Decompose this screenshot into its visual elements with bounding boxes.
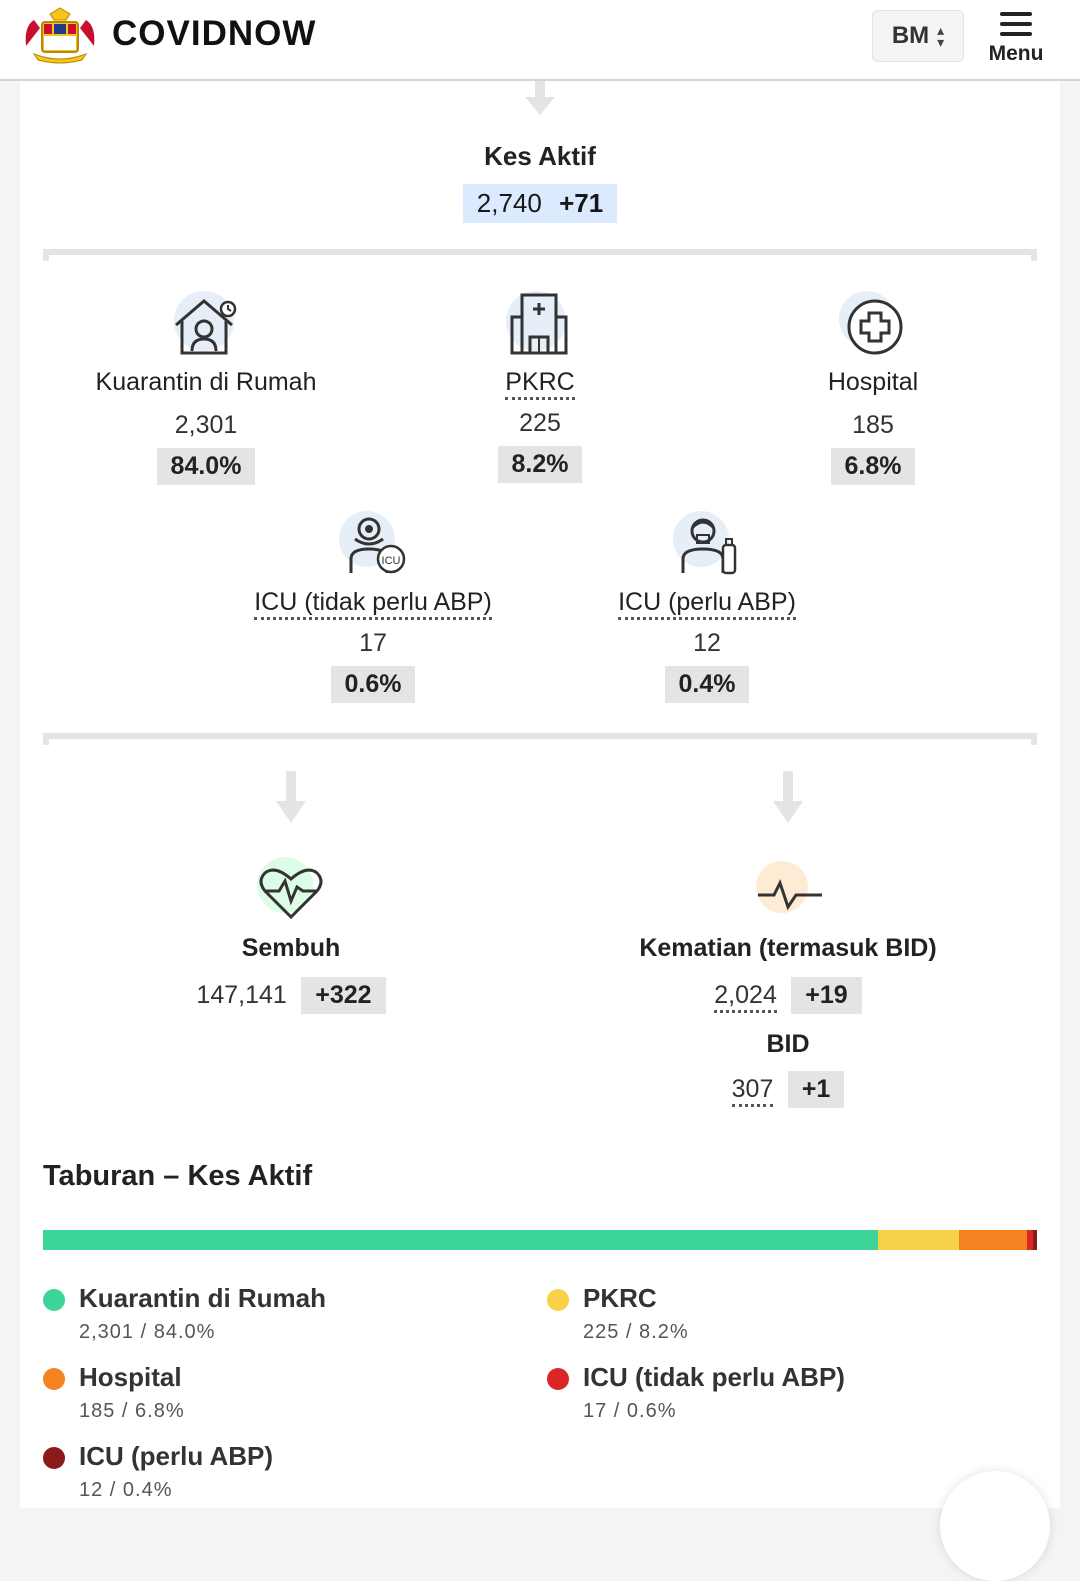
menu-label: Menu <box>988 42 1044 65</box>
legend-name: Kuarantin di Rumah <box>79 1283 327 1313</box>
arrow-down-icon <box>525 81 555 117</box>
divider <box>43 733 1037 739</box>
category-value: 225 <box>519 409 561 437</box>
bar-segment-home-quarantine[interactable] <box>43 1230 878 1250</box>
bar-segment-pkrc[interactable] <box>878 1230 960 1250</box>
category-label: Kuarantin di Rumah <box>95 368 317 396</box>
language-selector[interactable] <box>872 10 964 62</box>
active-cases-delta: +71 <box>559 188 604 218</box>
bid-label: BID <box>766 1030 810 1058</box>
category-value: 17 <box>359 629 387 657</box>
app-title[interactable]: COVIDNOW <box>112 14 317 53</box>
legend-value: 12 / 0.4% <box>79 1479 173 1501</box>
bid-value[interactable]: 307 <box>732 1075 774 1107</box>
recovered-delta: +322 <box>301 977 385 1014</box>
bar-segment-hospital[interactable] <box>959 1230 1027 1250</box>
deaths-value[interactable]: 2,024 <box>714 981 777 1013</box>
category-icu-ventilator <box>557 509 857 703</box>
legend-dot <box>43 1289 65 1311</box>
malaysia-coat-of-arms-icon[interactable] <box>20 6 100 66</box>
top-bar <box>0 0 1080 81</box>
category-label: Hospital <box>827 368 919 396</box>
ventilator-patient-icon <box>667 509 747 579</box>
legend-name: PKRC <box>583 1283 657 1313</box>
category-home-quarantine <box>56 289 356 485</box>
heart-pulse-icon <box>251 855 331 925</box>
legend-dot <box>43 1447 65 1469</box>
arrow-down-icon <box>773 771 803 825</box>
category-label[interactable]: PKRC <box>505 368 574 400</box>
category-value: 12 <box>693 629 721 657</box>
recovered-value: 147,141 <box>196 981 287 1009</box>
recovered-label: Sembuh <box>241 934 341 962</box>
hamburger-icon <box>1000 12 1032 36</box>
active-cases-chip <box>463 184 617 223</box>
hospital-cross-icon <box>833 289 913 359</box>
distribution-title: Taburan – Kes Aktif <box>43 1160 313 1192</box>
distribution-bar <box>43 1230 1037 1250</box>
active-cases-label: Kes Aktif <box>484 141 596 171</box>
category-percentage: 6.8% <box>831 448 916 485</box>
home-quarantine-icon <box>166 289 246 359</box>
active-cases-value: 2,740 <box>476 188 542 218</box>
legend-value: 2,301 / 84.0% <box>79 1321 216 1343</box>
category-icu-no-ventilator <box>223 509 523 703</box>
category-value: 185 <box>852 411 894 439</box>
legend-name: Hospital <box>79 1362 182 1392</box>
legend-dot <box>547 1289 569 1311</box>
floating-action-button[interactable] <box>940 1471 1050 1581</box>
bar-segment-icu-ventilator[interactable] <box>1033 1230 1037 1250</box>
category-label[interactable]: ICU (tidak perlu ABP) <box>254 588 492 620</box>
heartbeat-line-icon <box>748 855 828 925</box>
svg-text:ICU: ICU <box>381 555 401 567</box>
menu-button[interactable] <box>985 10 1047 70</box>
arrow-down-icon <box>276 771 306 825</box>
category-percentage: 8.2% <box>498 446 583 483</box>
recovered-block <box>131 855 451 1014</box>
deaths-delta: +19 <box>791 977 861 1014</box>
category-percentage: 0.6% <box>331 666 416 703</box>
building-icon <box>500 289 580 359</box>
language-value: BM <box>891 22 930 49</box>
category-value: 2,301 <box>174 411 238 439</box>
legend-value: 17 / 0.6% <box>583 1400 677 1422</box>
legend-value: 225 / 8.2% <box>583 1321 689 1343</box>
category-percentage: 0.4% <box>665 666 750 703</box>
legend-dot <box>43 1368 65 1390</box>
legend-name: ICU (tidak perlu ABP) <box>583 1362 845 1392</box>
category-hospital <box>723 289 1023 485</box>
active-cases-block <box>390 141 690 223</box>
deaths-label: Kematian (termasuk BID) <box>639 934 937 962</box>
category-pkrc <box>390 289 690 483</box>
active-cases-flow-panel <box>20 81 1060 1508</box>
bid-delta: +1 <box>788 1071 845 1108</box>
legend-dot <box>547 1368 569 1390</box>
icu-doctor-icon <box>333 509 413 579</box>
legend-value: 185 / 6.8% <box>79 1400 185 1422</box>
sort-arrows-icon: ▴ ▾ <box>937 22 945 50</box>
legend-name: ICU (perlu ABP) <box>79 1441 274 1471</box>
category-percentage: 84.0% <box>157 448 256 485</box>
divider <box>43 249 1037 255</box>
category-label[interactable]: ICU (perlu ABP) <box>618 588 796 620</box>
deaths-block <box>608 855 968 1108</box>
